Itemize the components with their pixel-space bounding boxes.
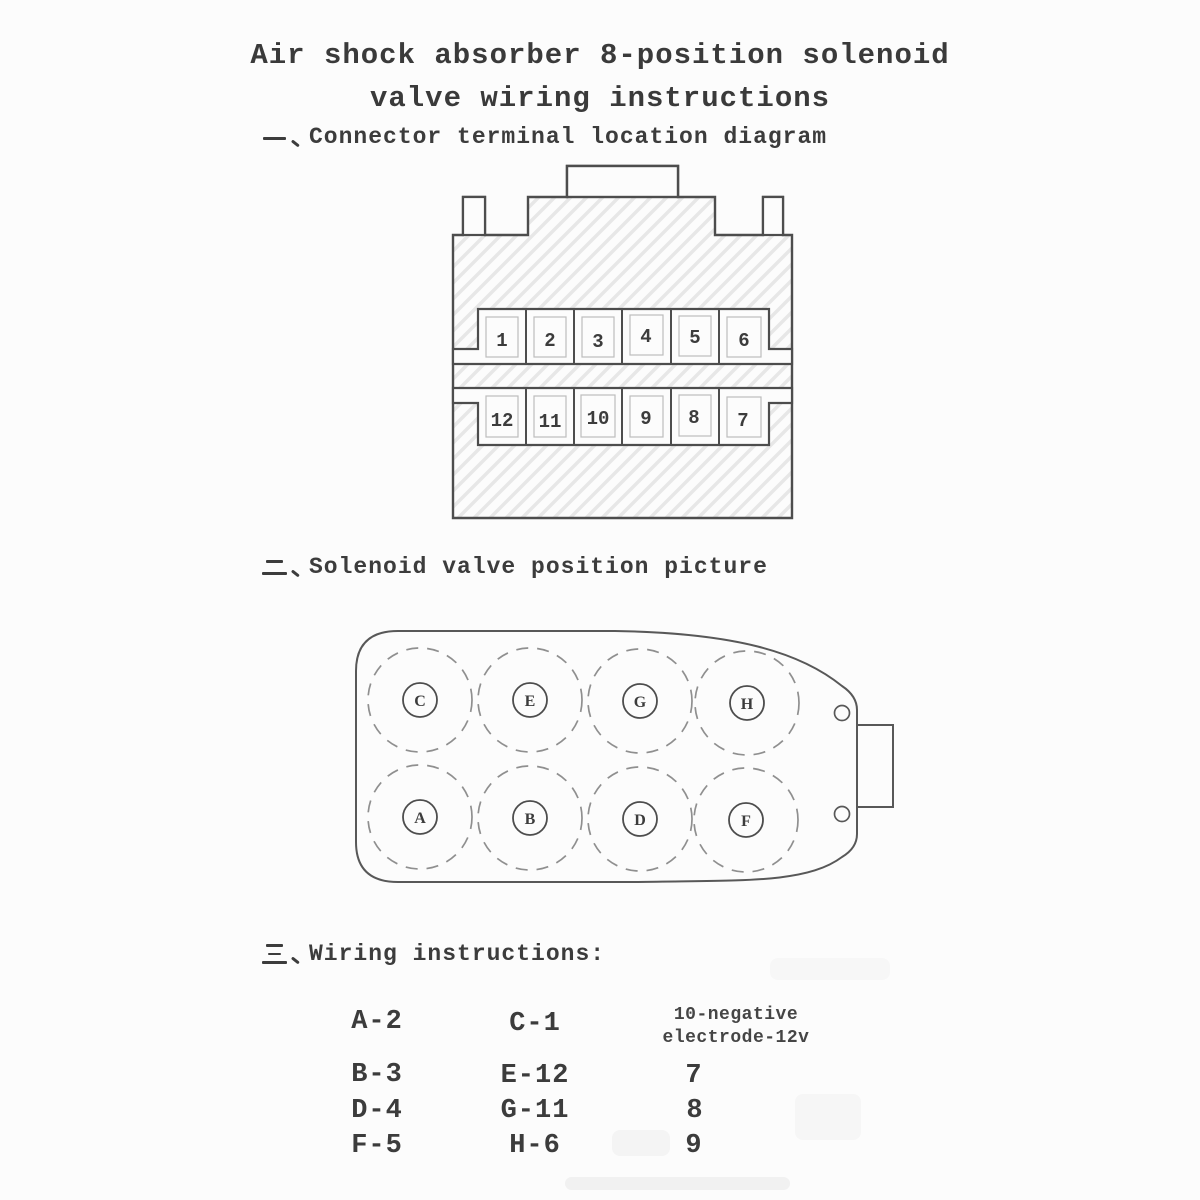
cjk-comma-icon — [287, 554, 303, 580]
section-2-heading — [262, 554, 768, 580]
section-2-title: Solenoid valve position picture — [309, 554, 768, 580]
scan-artifact — [795, 1094, 861, 1140]
connector-top-tab — [567, 166, 678, 197]
valve-connector-tab — [857, 725, 893, 807]
valve-position-letter: H — [740, 696, 754, 713]
wiring-pair: G-11 — [500, 1096, 570, 1126]
terminal-number: 10 — [586, 408, 610, 430]
wiring-pair: B-3 — [351, 1060, 403, 1090]
terminal-number: 1 — [496, 330, 508, 352]
wiring-pair: F-5 — [351, 1131, 403, 1161]
wiring-terminal: 9 — [685, 1131, 703, 1161]
wiring-terminal: 8 — [686, 1096, 704, 1126]
terminal-number: 12 — [490, 410, 514, 432]
page-title-line-1: Air shock absorber 8-position solenoid — [250, 39, 950, 72]
connector-left-post — [463, 197, 485, 235]
section-1-title: Connector terminal location diagram — [309, 124, 828, 150]
wiring-pair: D-4 — [351, 1096, 403, 1126]
page-title — [0, 34, 1200, 120]
scan-artifact — [612, 1130, 670, 1156]
terminal-number: 3 — [592, 331, 604, 353]
terminal-number: 2 — [544, 330, 556, 352]
scan-artifact — [770, 958, 890, 980]
valve-position-letter: B — [524, 811, 536, 828]
wiring-pair: A-2 — [351, 1007, 403, 1037]
terminal-number: 9 — [640, 408, 652, 430]
terminal-number: 4 — [640, 326, 652, 348]
wiring-terminal: 7 — [685, 1061, 703, 1091]
connector-terminal-diagram — [440, 160, 810, 530]
terminal-number: 7 — [737, 410, 749, 432]
section-3-heading — [262, 941, 605, 967]
cjk-one-icon — [262, 124, 287, 150]
terminal-number: 5 — [689, 327, 701, 349]
valve-position-letter: C — [414, 693, 426, 710]
solenoid-valve-diagram — [350, 612, 910, 902]
cjk-comma-icon — [287, 124, 303, 150]
terminal-number: 8 — [688, 407, 700, 429]
cjk-comma-icon — [287, 941, 303, 967]
cjk-two-icon — [262, 554, 287, 580]
wiring-pair: E-12 — [500, 1061, 570, 1091]
terminal-number: 6 — [738, 330, 750, 352]
valve-position-letter: E — [524, 693, 536, 710]
wiring-pair: H-6 — [509, 1131, 561, 1161]
valve-position-letter: D — [634, 812, 646, 829]
valve-position-letter: G — [633, 694, 647, 711]
cjk-three-icon — [262, 941, 287, 967]
page-title-line-2: valve wiring instructions — [369, 82, 831, 115]
valve-position-letter: F — [741, 813, 751, 830]
wiring-note-line-1: 10-negative — [673, 1005, 799, 1025]
section-1-heading — [262, 124, 827, 150]
connector-right-post — [763, 197, 783, 235]
wiring-pair: C-1 — [509, 1009, 561, 1039]
section-3-title: Wiring instructions: — [309, 941, 606, 967]
valve-body-outline — [356, 631, 857, 882]
valve-position-letter: A — [414, 810, 426, 827]
scan-artifact — [565, 1177, 790, 1190]
wiring-note-line-2: electrode-12v — [662, 1028, 810, 1048]
terminal-number: 11 — [538, 411, 562, 433]
